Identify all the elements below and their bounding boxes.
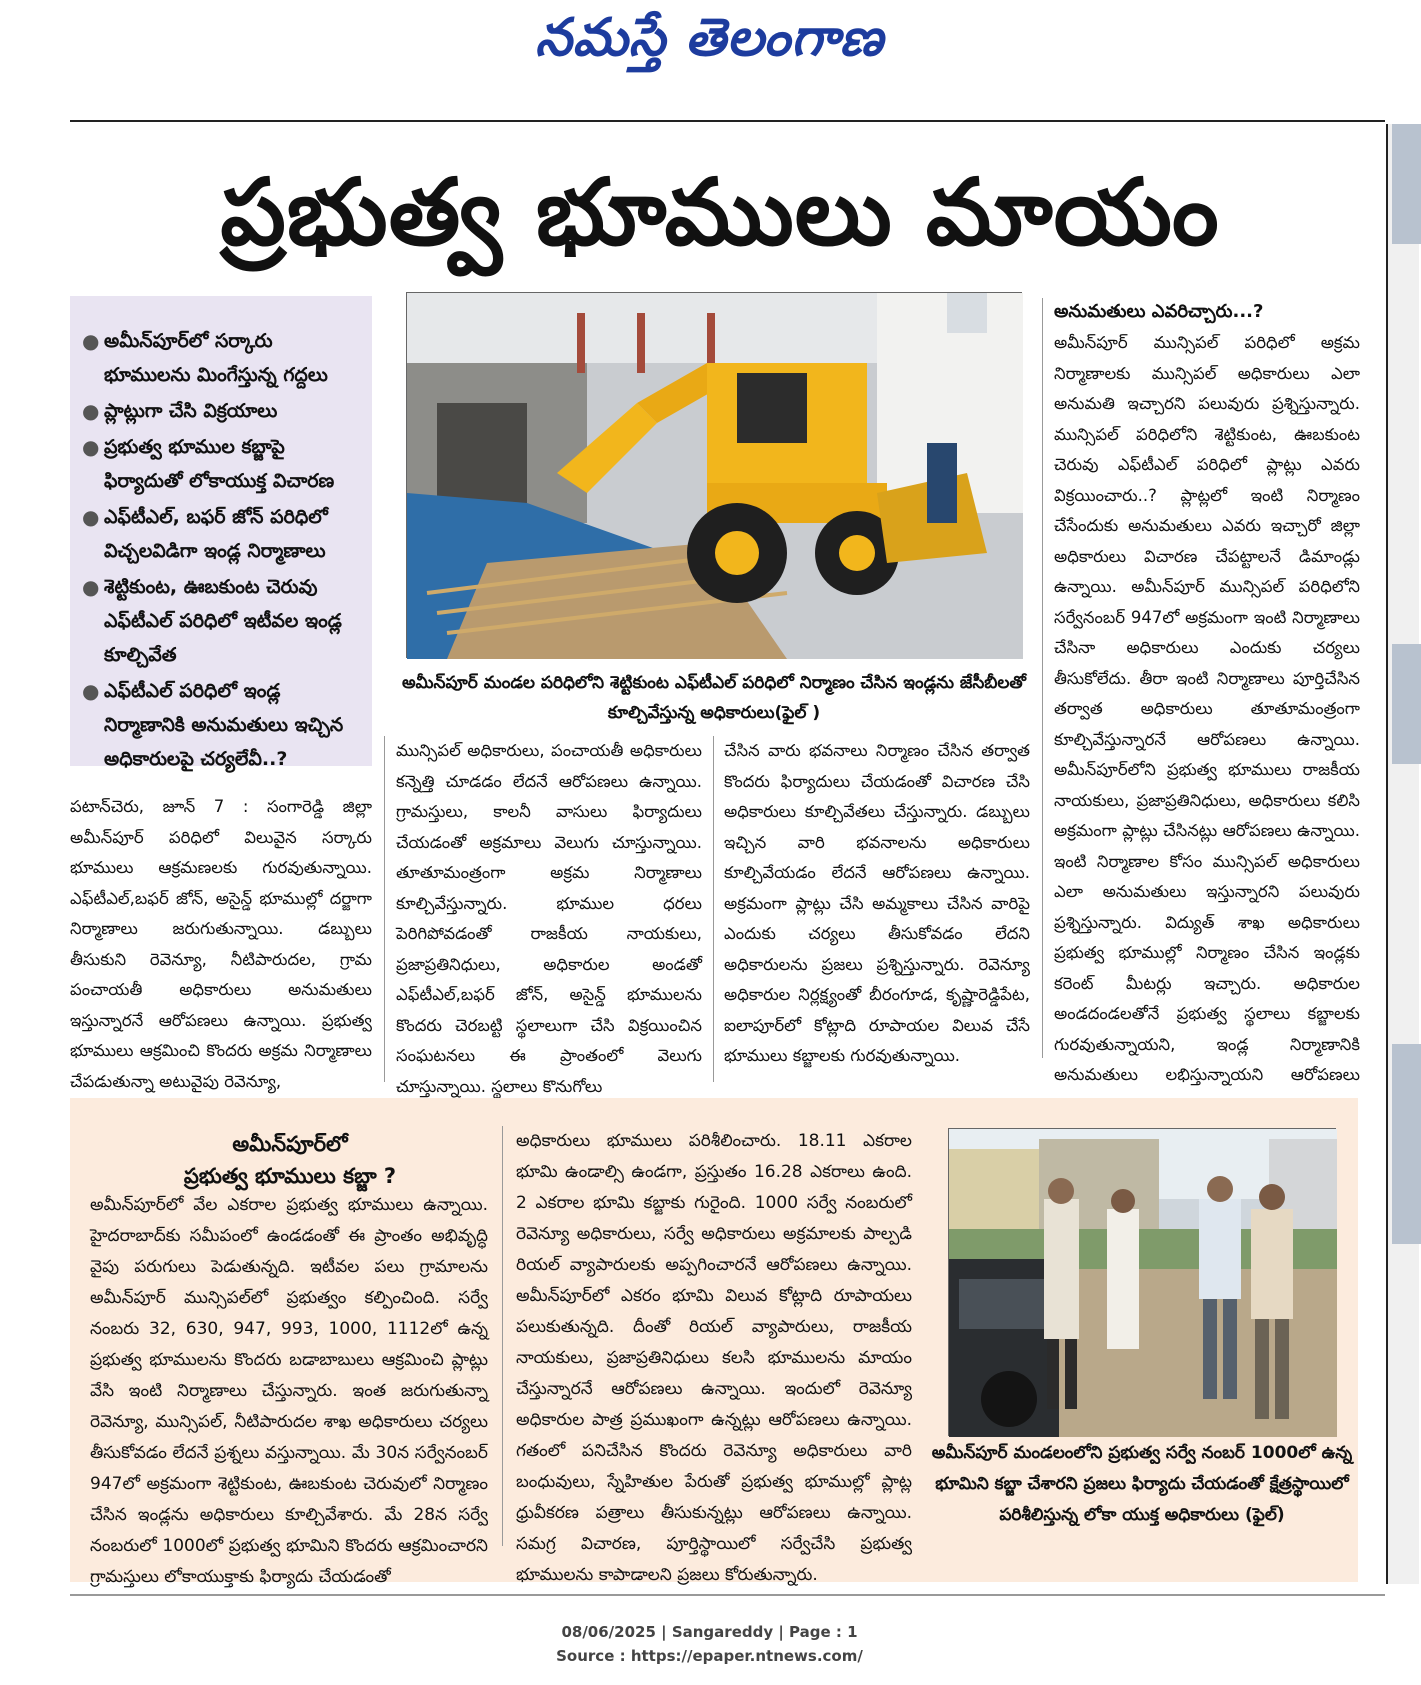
article-column-4: అమీన్‌పూర్‌ మున్సిపల్‌ పరిధిలో అక్రమ నిర్మాణాలకు మున్సిపల్‌ అధికారులు ఎలా అనుమతి ఇచ్చారని పలువురు ప్రశ్నిస్తున్నారు. మున్సిపల్‌ పరిధిలోని శెట్టికుంట, ఊబకుంట చెరువు ఎఫ్‌టీఎల్‌ పరిధిలో ప్లాట్లు ఎవరు విక్రయించారు..? ప్లాట్లలో ఇంటి నిర్మాణం చేసేందుకు అనుమతులు ఎవరు ఇచ్చారో జిల్లా అధికారులు విచారణ చేపట్టాలనే డిమాండ్లు ఉన్నాయి. అమీన్‌పూర్‌ మున్సిపల్‌ పరిధిలోని సర్వేనంబర్‌ 947లో అక్రమంగా ఇంటి నిర్మాణాలు చేసినా అధికారులు ఎందుకు చర్యలు తీసుకోలేదు. తీరా ఇంటి నిర్మాణాలు పూర్తిచేసిన తర్వాత అధికారులు తూతూమంత్రంగా కూల్చివేస్తున్నారనే ఆరోపణలు ఉన్నాయి. అమీన్‌పూర్‌లోని ప్రభుత్వ భూములు రాజకీయ నాయకులు, ప్రజాప్రతినిధులు, అధికారులు కలిసి అక్రమంగా ప్లాట్లు చేసినట్లు ఆరోపణలు ఉన్నాయి. ఇంటి నిర్మాణాల కోసం మున్సిపల్‌ అధికారులు ఎలా అనుమతులు ఇస్తున్నారని పలువురు ప్రశ్నిస్తున్నారు. విద్యుత్‌ శాఖ అధికారులు ప్రభుత్వ భూముల్లో నిర్మాణం చేసిన ఇండ్లకు కరెంట్‌ మీటర్లు ఇచ్చారు. అధికారుల అండదండలతోనే ప్రభుత్వ స్థలాలు కబ్జాలకు గురవుతున్నాయని, ఇండ్ల నిర్మాణానికి అనుమతులు లభిస్తున్నాయని ఆరోపణలు bbox=[1054, 333, 1360, 1084]
bullet-icon: ● bbox=[82, 505, 100, 529]
column-divider bbox=[713, 736, 714, 1082]
sidebar-column-1: అమీన్‌పూర్‌లో వేల ఎకరాల ప్రభుత్వ భూములు ఉన్నాయి. హైదరాబాద్‌కు సమీపంలో ఉండడంతో ఈ ప్రాంతం అభివృద్ధి వైపు పరుగులు పెడుతున్నది. ఇటీవల పలు గ్రామాలను అమీన్‌పూర్‌ మున్సిపల్‌లో ప్రభుత్వం కల్పించింది. సర్వే నంబరు 32, 630, 947, 993, 1000, 1112లో ఉన్న ప్రభుత్వ భూములను కొందరు బడాబాబులు ఆక్రమించి ప్లాట్లు వేసి ఇంటి నిర్మాణాలు చేస్తున్నారు. ఇంత జరుగుతున్నా రెవెన్యూ, మున్సిపల్‌, నీటిపారుదల శాఖ అధికారులు చర్యలు తీసుకోవడం లేదనే ప్రశ్నలు వస్తున్నాయి. మే 30న సర్వేనంబర్‌ 947లో అక్రమంగా శెట్టికుంట, ఊబకుంట చెరువులో నిర్మాణం చేసిన ఇండ్లను అధికారులు కూల్చివేశారు. మే 28న సర్వే నంబరులో 1000లో ప్రభుత్వ భూమిని కొందరు ఆక్రమించారని గ్రామస్తులు లోకాయుక్తాకు ఫిర్యాదు చేయడంతో bbox=[90, 1195, 488, 1587]
column-divider bbox=[384, 736, 385, 1082]
inspection-photo-caption: అమీన్‌పూర్‌ మండలంలోని ప్రభుత్వ సర్వే నంబర్‌ 1000లో ఉన్న భూమిని కబ్జా చేశారని ప్రజలు ఫిర్యాదు చేయడంతో క్షేత్రస్థాయిలో పరిశీలిస్తున్న లోకా యుక్త అధికారులు (ఫైల్‌) bbox=[931, 1443, 1353, 1525]
inspection-photo bbox=[948, 1128, 1336, 1436]
highlight-item: ● అమీన్‌పూర్‌లో సర్కారు భూములను మింగేస్తున్న గద్దలు bbox=[80, 324, 358, 392]
top-rule bbox=[70, 120, 1385, 122]
highlight-item: ● శెట్టికుంట, ఊబకుంట చెరువు ఎఫ్‌టీఎల్‌ పరిధిలో ఇటీవల ఇండ్ల కూల్చివేత bbox=[80, 570, 358, 672]
demolition-photo-illustration bbox=[407, 293, 1023, 659]
bullet-icon: ● bbox=[82, 435, 100, 459]
newspaper-title: నమస్తే తెలంగాణ bbox=[535, 8, 884, 68]
article-column-2: మున్సిపల్‌ అధికారులు, పంచాయతీ అధికారులు కన్నెత్తి చూడడం లేదనే ఆరోపణలు ఉన్నాయి. గ్రామస్తులు, కాలనీ వాసులు ఫిర్యాదులు చేయడంతో అక్రమాలు వెలుగు చూస్తున్నాయి. తూతూమంత్రంగా అక్రమ నిర్మాణాలు కూల్చివేస్తున్నారు. భూముల ధరలు పెరిగిపోవడంతో రాజకీయ నాయకులు, ప్రజాప్రతినిధులు, అధికారుల అండతో ఎఫ్‌టీఎల్‌,బఫర్‌ జోన్‌, అసైన్డ్‌ భూములను కొందరు చెరబట్టి స్థలాలుగా చేసి విక్రయించిన సంఘటనలు ఈ ప్రాంతంలో వెలుగు చూస్తున్నాయి. స్థలాలు కొనుగోలు bbox=[396, 741, 702, 1096]
article-column-1: పటాన్‌చెరు, జూన్‌ 7 : సంగారెడ్డి జిల్లా అమీన్‌పూర్‌ పరిధిలో విలువైన సర్కారు భూములు ఆక్రమణలకు గురవుతున్నాయి. ఎఫ్‌టీఎల్‌,బఫర్‌ జోన్‌, అసైన్డ్‌ భూముల్లో దర్జాగా నిర్మాణాలు జరుగుతున్నాయి. డబ్బులు తీసుకుని రెవెన్యూ, నీటిపారుదల, గ్రామ పంచాయతీ అధికారులు అనుమతులు ఇస్తున్నారనే ఆరోపణలు ఉన్నాయి. ప్రభుత్వ భూములు ఆక్రమించి కొందరు అక్రమ నిర్మాణాలు చేపడుతున్నా అటువైపు రెవెన్యూ, bbox=[70, 797, 372, 1091]
headline bbox=[70, 148, 1370, 278]
adjacent-page-edge bbox=[1386, 124, 1419, 1584]
headline-text: ప్రభుత్వ భూములు మాయం bbox=[220, 159, 1220, 266]
footer-source-link[interactable]: Source : https://epaper.ntnews.com/ bbox=[556, 1647, 863, 1665]
bullet-icon: ● bbox=[82, 329, 100, 353]
page-footer bbox=[0, 1620, 1419, 1668]
highlight-item: ● ఎఫ్‌టీఎల్‌ పరిధిలో ఇండ్ల నిర్మాణానికి అనుమతులు ఇచ్చిన అధికారులపై చర్యలేవీ..? bbox=[80, 674, 358, 776]
column-divider bbox=[502, 1126, 503, 1546]
bullet-icon: ● bbox=[82, 679, 100, 703]
adjacent-photo-strip bbox=[1392, 1044, 1421, 1244]
highlight-item: ● ప్రభుత్వ భూముల కబ్జాపై ఫిర్యాదుతో లోకాయుక్త విచారణ bbox=[80, 430, 358, 498]
highlights-box bbox=[70, 296, 372, 770]
sidebar-heading bbox=[90, 1128, 490, 1192]
sidebar-column-2: అధికారులు భూములు పరిశీలించారు. 18.11 ఎకరాల భూమి ఉండాల్సి ఉండగా, ప్రస్తుతం 16.28 ఎకరాలు ఉంది. 2 ఎకరాల భూమి కబ్జాకు గురైంది. 1000 సర్వే నంబరులో రెవెన్యూ అధికారులు, సర్వే అధికారులు అక్రమాలకు పాల్పడి రియల్‌ వ్యాపారులకు అప్పగించారనే ఆరోపణలు ఉన్నాయి. అమీన్‌పూర్‌లో ఎకరం భూమి విలువ కోట్లాది రూపాయలు పలుకుతున్నది. దీంతో రియల్‌ వ్యాపారులు, రాజకీయ నాయకులు, ప్రజాప్రతినిధులు కలసి భూములను మాయం చేస్తున్నారనే ఆరోపణలు ఉన్నాయి. ఇందులో రెవెన్యూ అధికారుల పాత్ర ప్రముఖంగా ఉన్నట్లు ఆరోపణలు ఉన్నాయి. గతంలో పనిచేసిన కొందరు రెవెన్యూ అధికారులు వారి బంధువులు, స్నేహితుల పేరుతో ప్రభుత్వ భూముల్లో ప్లాట్ల ధ్రువీకరణ పత్రాలు తీసుకున్నట్లు ఆరోపణలు ఉన్నాయి. సమగ్ర విచారణ, పూర్తిస్థాయిలో సర్వేచేసి ప్రభుత్వ భూములను కాపాడాలని ప్రజలు కోరుతున్నారు. bbox=[516, 1131, 912, 1585]
permissions-subheading: అనుమతులు ఎవరిచ్చారు...? bbox=[1054, 301, 1264, 322]
sidebar-heading-line2: ప్రభుత్వ భూములు కబ్జా ? bbox=[183, 1164, 397, 1188]
adjacent-photo-strip bbox=[1392, 124, 1421, 244]
masthead bbox=[0, 0, 1419, 80]
sidebar-heading-line1: అమీన్‌పూర్‌లో bbox=[232, 1132, 348, 1156]
article-column-3: చేసిన వారు భవనాలు నిర్మాణం చేసిన తర్వాత కొందరు ఫిర్యాదులు చేయడంతో విచారణ చేసి అధికారులు కూల్చివేతలు చేస్తున్నారు. డబ్బులు ఇచ్చిన వారి భవనాలను అధికారులు కూల్చివేయడం లేదనే ఆరోపణలు ఉన్నాయి. అక్రమంగా ప్లాట్లు చేసి అమ్మకాలు చేసిన వారిపై ఎందుకు చర్యలు తీసుకోవడం లేదని అధికారులను ప్రజలు ప్రశ్నిస్తున్నారు. రెవెన్యూ అధికారుల నిర్లక్ష్యంతో బీరంగూడ, కృష్ణారెడ్డిపేట, ఐలాపూర్‌లో కోట్లాది రూపాయల విలువ చేసే భూములు కబ్జాలకు గురవుతున్నాయి. bbox=[724, 741, 1030, 1065]
bullet-icon: ● bbox=[82, 399, 100, 423]
column-divider bbox=[1042, 298, 1043, 1058]
highlight-item: ● ఎఫ్‌టీఎల్‌, బఫర్‌ జోన్‌ పరిధిలో విచ్చలవిడిగా ఇండ్ల నిర్మాణాలు bbox=[80, 500, 358, 568]
demolition-photo bbox=[406, 292, 1022, 658]
bullet-icon: ● bbox=[82, 575, 100, 599]
demolition-photo-caption: అమీన్‌పూర్‌ మండల పరిధిలోని శెట్టికుంట ఎఫ్‌టీఎల్‌ పరిధిలో నిర్మాణం చేసిన ఇండ్లను జేసీబీలతో కూల్చివేస్తున్న అధికారులు(ఫైల్‌ ) bbox=[401, 673, 1027, 723]
footer-edition-info: 08/06/2025 | Sangareddy | Page : 1 bbox=[561, 1623, 858, 1641]
adjacent-photo-strip bbox=[1392, 644, 1421, 764]
highlight-item: ● ప్లాట్లుగా చేసి విక్రయాలు bbox=[80, 394, 358, 428]
bottom-rule bbox=[70, 1594, 1385, 1596]
inspection-photo-illustration bbox=[949, 1129, 1337, 1437]
